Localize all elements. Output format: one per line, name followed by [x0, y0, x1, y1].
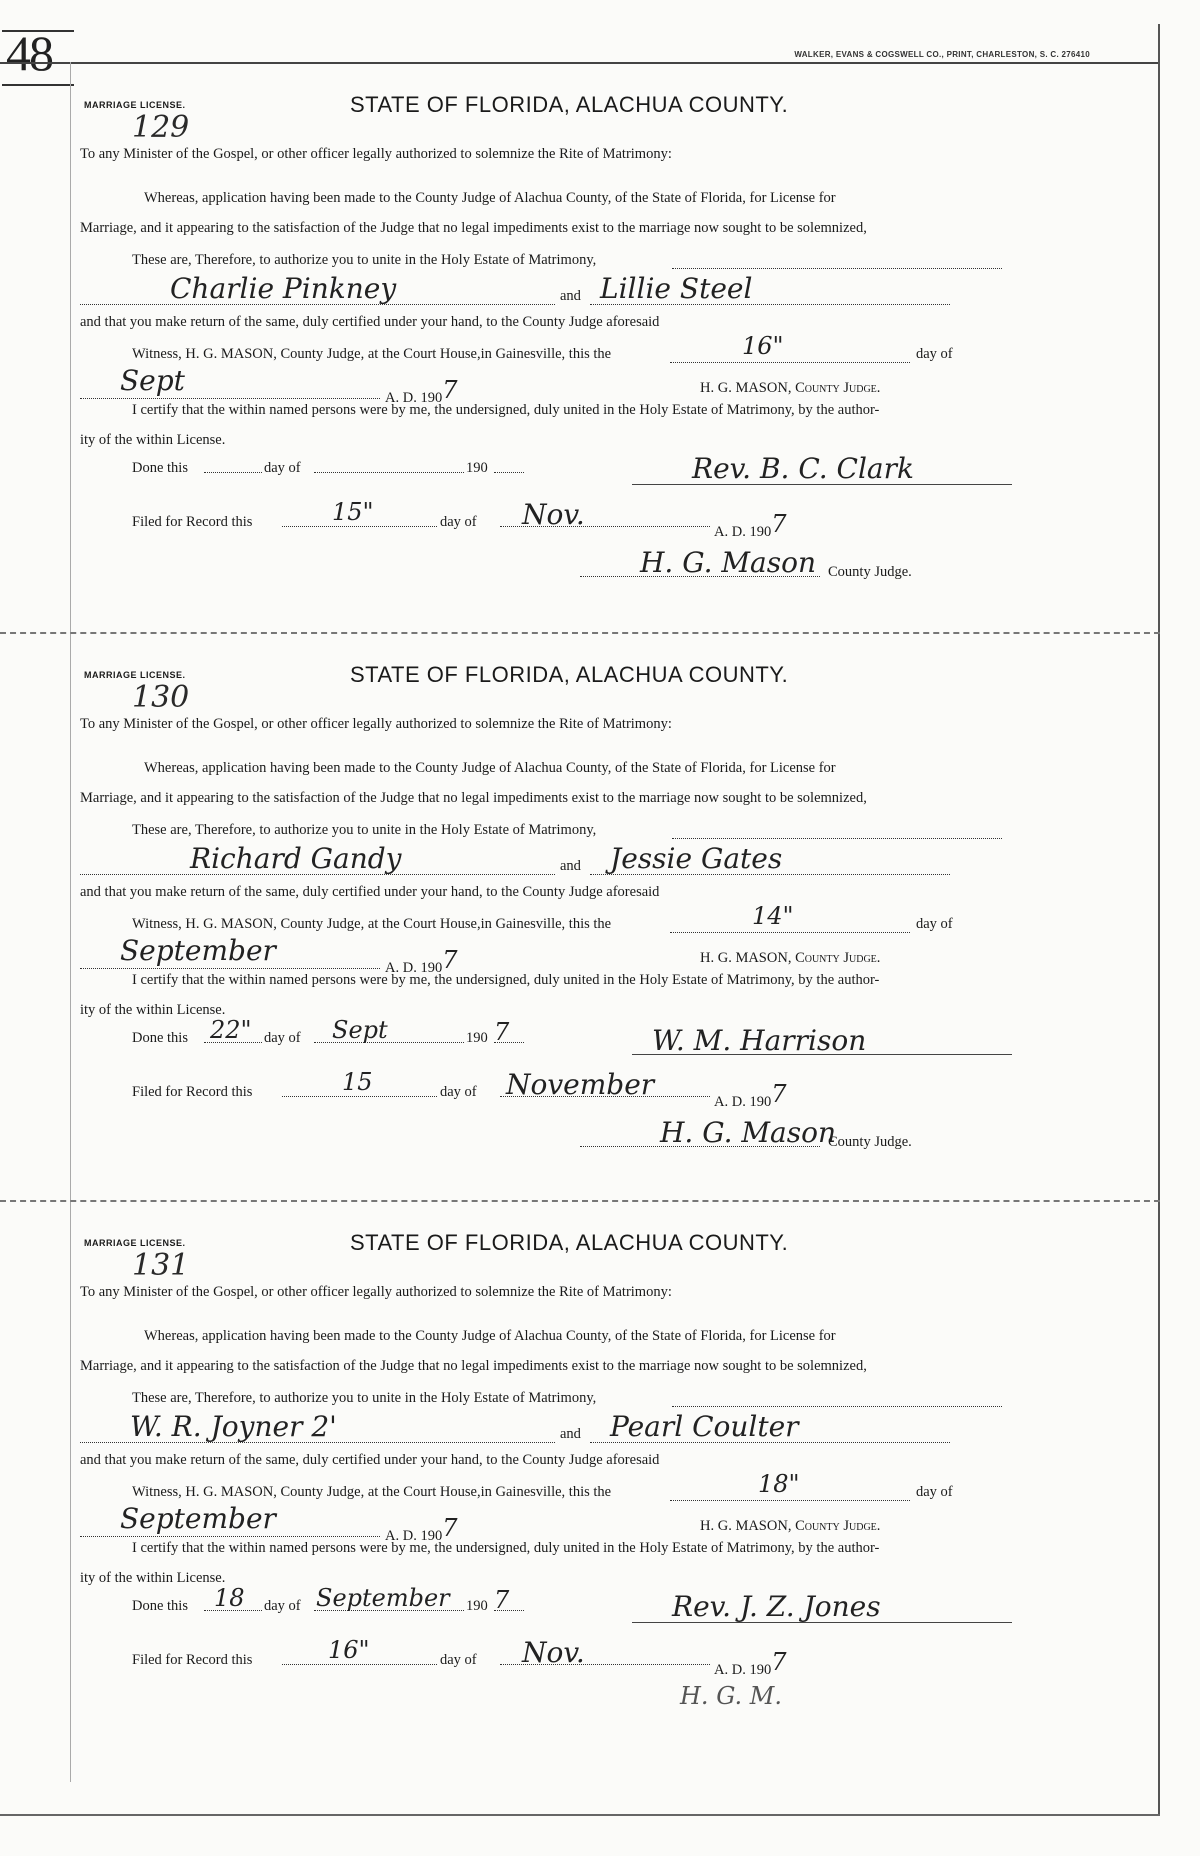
- authorization-text: These are, Therefore, to authorize you to unite in the Holy Estate of Matrimony,: [132, 822, 597, 838]
- ad2-text: [714, 1648, 787, 1680]
- done-this-text: Done this: [132, 460, 188, 476]
- fill-line: [670, 920, 910, 933]
- done-line: [132, 452, 1012, 500]
- witness-day: 16": [742, 332, 784, 360]
- day-of-lc: day of: [264, 460, 301, 476]
- fill-line: [80, 968, 380, 969]
- officiant-signature: Rev. B. C. Clark: [692, 452, 914, 485]
- month-line: [80, 1502, 1060, 1544]
- marriage-clause: Marriage, and it appearing to the satisfaction of the Judge that no legal impediments exist to the marriage now sought to be solemnized,: [80, 1358, 867, 1374]
- groom-name: Charlie Pinkney: [170, 272, 397, 305]
- fill-line: [500, 526, 710, 527]
- groom-name: Richard Gandy: [190, 842, 402, 875]
- bottom-rule: [0, 1814, 1160, 1816]
- certify-clause: I certify that the within named persons were by me, the undersigned, duly united in the Holy Estate of Matrimony, by the author-: [132, 1540, 880, 1556]
- done-this-text: Done this: [132, 1030, 188, 1046]
- county-judge-text: County Judge.: [828, 1134, 912, 1150]
- judge-line: [80, 1684, 1100, 1728]
- year-190: 190: [466, 460, 488, 476]
- certify-clause: I certify that the within named persons were by me, the undersigned, duly united in the Holy Estate of Matrimony, by the author-: [132, 402, 880, 418]
- fill-line: [590, 874, 950, 875]
- authority-clause: ity of the within License.: [80, 432, 226, 448]
- fill-line: [494, 472, 524, 473]
- day-of-lc: day of: [440, 514, 477, 530]
- witness-text: Witness, H. G. MASON, County Judge, at the Court House,in Gainesville, this the: [132, 916, 612, 932]
- and-text: and: [560, 288, 581, 304]
- license-label: MARRIAGE LICENSE.: [84, 1238, 186, 1248]
- and-text: and: [560, 1426, 581, 1442]
- year-190: 190: [466, 1030, 488, 1046]
- fill-line: [580, 1146, 820, 1147]
- authorization-clause: [132, 822, 596, 839]
- authorization-text: These are, Therefore, to authorize you to unite in the Holy Estate of Matrimony,: [132, 252, 597, 268]
- done-day: 18: [214, 1584, 245, 1612]
- witness-month: September: [120, 1502, 276, 1535]
- marriage-clause: Marriage, and it appearing to the satisfaction of the Judge that no legal impediments exist to the marriage now sought to be solemnized,: [80, 790, 867, 806]
- left-margin-rule: [70, 62, 71, 1782]
- authorization-clause: [132, 252, 596, 269]
- fill-line: [672, 1394, 1002, 1407]
- license-number: 130: [132, 680, 190, 715]
- fill-line: [282, 1664, 437, 1665]
- ad-label: A. D. 190: [385, 960, 443, 976]
- right-margin-rule: [1158, 24, 1160, 1814]
- witness-year: 7: [442, 1514, 458, 1542]
- witness-line: [132, 902, 953, 933]
- fill-line: [672, 826, 1002, 839]
- fill-line: [80, 398, 380, 399]
- fill-line: [204, 1610, 262, 1611]
- printer-imprint: WALKER, EVANS & COGSWELL CO., PRINT, CHARLESTON, S. C. 276410: [794, 50, 1090, 59]
- witness-year: 7: [442, 376, 458, 404]
- judge-signature: H. G. MASON, County Judge.: [700, 950, 881, 966]
- filed-text: Filed for Record this: [132, 1652, 253, 1668]
- day-of-lc: day of: [264, 1598, 301, 1614]
- fill-line: [314, 472, 464, 473]
- license-label: MARRIAGE LICENSE.: [84, 100, 186, 110]
- salutation: To any Minister of the Gospel, or other officer legally authorized to solemnize the Rite of Matrimony:: [80, 1284, 672, 1300]
- whereas-clause: Whereas, application having been made to the County Judge of Alachua County, of the State of Florida, for License for: [144, 760, 836, 776]
- names-row: [80, 1410, 1060, 1454]
- fill-line: [282, 526, 437, 527]
- fill-line: [282, 1096, 437, 1097]
- day-of-text: day of: [916, 916, 953, 932]
- license-title: STATE OF FLORIDA, ALACHUA COUNTY.: [350, 662, 789, 687]
- officiant-signature: Rev. J. Z. Jones: [672, 1590, 881, 1623]
- witness-line: [132, 332, 953, 363]
- done-line: [132, 1584, 1012, 1638]
- witness-month: Sept: [120, 364, 185, 397]
- whereas-clause: Whereas, application having been made to the County Judge of Alachua County, of the State of Florida, for License for: [144, 1328, 836, 1344]
- salutation: To any Minister of the Gospel, or other officer legally authorized to solemnize the Rite of Matrimony:: [80, 716, 672, 732]
- fill-line: [590, 304, 950, 305]
- done-year: 7: [494, 1586, 510, 1614]
- filed-year: 7: [771, 1080, 787, 1108]
- license-title: STATE OF FLORIDA, ALACHUA COUNTY.: [350, 92, 789, 117]
- judge-signature: H. G. MASON, County Judge.: [700, 1518, 881, 1534]
- day-of-lc: day of: [440, 1652, 477, 1668]
- fill-line: [500, 1096, 710, 1097]
- marriage-license-131: [80, 1218, 1100, 1774]
- witness-month: September: [120, 934, 276, 967]
- done-this-text: Done this: [132, 1598, 188, 1614]
- ad-label: A. D. 190: [385, 390, 443, 406]
- filed-by-signature: H. G. Mason: [660, 1116, 837, 1149]
- fill-line: [80, 1536, 380, 1537]
- month-line: [80, 934, 1060, 976]
- ad2-label: A. D. 190: [714, 524, 772, 540]
- fill-line: [500, 1664, 710, 1665]
- witness-day: 14": [752, 902, 794, 930]
- fill-line: [580, 576, 820, 577]
- filed-month: Nov.: [522, 1636, 585, 1669]
- fill-line: [494, 1610, 524, 1611]
- bride-name: Lillie Steel: [600, 272, 753, 305]
- marriage-license-129: [80, 80, 1100, 636]
- ad2-label: A. D. 190: [714, 1094, 772, 1110]
- page-number: 48: [6, 25, 52, 81]
- witness-text: Witness, H. G. MASON, County Judge, at the Court House,in Gainesville, this the: [132, 1484, 612, 1500]
- fill-line: [670, 1488, 910, 1501]
- done-month: Sept: [332, 1016, 388, 1044]
- bride-name: Jessie Gates: [610, 842, 783, 875]
- bride-name: Pearl Coulter: [610, 1410, 799, 1443]
- fill-line: [314, 1610, 464, 1611]
- ad2-text: [714, 510, 787, 542]
- fill-line: [670, 350, 910, 363]
- judge-line: [80, 546, 1100, 590]
- fill-line: [672, 256, 1002, 269]
- done-month: September: [316, 1584, 450, 1612]
- done-day: 22": [210, 1016, 252, 1044]
- return-clause: and that you make return of the same, duly certified under your hand, to the County Judge aforesaid: [80, 314, 660, 330]
- fill-line: [494, 1042, 524, 1043]
- and-text: and: [560, 858, 581, 874]
- license-label: MARRIAGE LICENSE.: [84, 670, 186, 680]
- witness-year: 7: [442, 946, 458, 974]
- filed-text: Filed for Record this: [132, 1084, 253, 1100]
- county-judge-text: County Judge.: [828, 564, 912, 580]
- witness-text: Witness, H. G. MASON, County Judge, at the Court House,in Gainesville, this the: [132, 346, 612, 362]
- done-line: [132, 1016, 1012, 1070]
- day-of-lc: day of: [440, 1084, 477, 1100]
- names-row: [80, 272, 1060, 316]
- fill-line: [204, 472, 262, 473]
- fill-line: [314, 1042, 464, 1043]
- fill-line: [80, 874, 555, 875]
- names-row: [80, 842, 1060, 886]
- judge-signature: H. G. MASON, County Judge.: [700, 380, 881, 396]
- whereas-clause: Whereas, application having been made to the County Judge of Alachua County, of the State of Florida, for License for: [144, 190, 836, 206]
- month-line: [80, 364, 1060, 406]
- authority-clause: ity of the within License.: [80, 1002, 226, 1018]
- fill-line: [80, 1442, 555, 1443]
- license-number: 129: [132, 110, 190, 145]
- certify-clause: I certify that the within named persons were by me, the undersigned, duly united in the Holy Estate of Matrimony, by the author-: [132, 972, 880, 988]
- license-title: STATE OF FLORIDA, ALACHUA COUNTY.: [350, 1230, 789, 1255]
- fill-line: [204, 1042, 262, 1043]
- authorization-clause: [132, 1390, 596, 1407]
- fill-line: [80, 304, 555, 305]
- day-of-text: day of: [916, 1484, 953, 1500]
- filed-month: Nov.: [522, 498, 585, 531]
- signature-line: [632, 484, 1012, 485]
- filed-by-signature: H. G. Mason: [640, 546, 817, 579]
- authority-clause: ity of the within License.: [80, 1570, 226, 1586]
- year-190: 190: [466, 1598, 488, 1614]
- filed-day: 15": [332, 498, 374, 526]
- filed-day: 16": [328, 1636, 370, 1664]
- signature-line: [632, 1622, 1012, 1623]
- filed-year: 7: [771, 510, 787, 538]
- officiant-signature: W. M. Harrison: [652, 1024, 867, 1057]
- done-year: 7: [494, 1018, 510, 1046]
- marriage-license-130: [80, 650, 1100, 1206]
- witness-day: 18": [758, 1470, 800, 1498]
- day-of-lc: day of: [264, 1030, 301, 1046]
- fill-line: [590, 1442, 950, 1443]
- return-clause: and that you make return of the same, duly certified under your hand, to the County Judge aforesaid: [80, 884, 660, 900]
- salutation: To any Minister of the Gospel, or other officer legally authorized to solemnize the Rite of Matrimony:: [80, 146, 672, 162]
- authorization-text: These are, Therefore, to authorize you to unite in the Holy Estate of Matrimony,: [132, 1390, 597, 1406]
- filed-year: 7: [771, 1648, 787, 1676]
- license-number: 131: [132, 1248, 190, 1283]
- filed-day: 15: [342, 1068, 373, 1096]
- ad2-label: A. D. 190: [714, 1662, 772, 1678]
- filed-by-signature: H. G. M.: [680, 1682, 782, 1710]
- judge-line: [80, 1116, 1100, 1160]
- return-clause: and that you make return of the same, duly certified under your hand, to the County Judge aforesaid: [80, 1452, 660, 1468]
- witness-line: [132, 1470, 953, 1501]
- filed-month: November: [506, 1068, 655, 1101]
- groom-name: W. R. Joyner 2': [130, 1410, 337, 1443]
- signature-line: [632, 1054, 1012, 1055]
- filed-text: Filed for Record this: [132, 514, 253, 530]
- top-rule: [0, 62, 1160, 64]
- ad-label: A. D. 190: [385, 1528, 443, 1544]
- ad2-text: [714, 1080, 787, 1112]
- day-of-text: day of: [916, 346, 953, 362]
- marriage-clause: Marriage, and it appearing to the satisfaction of the Judge that no legal impediments exist to the marriage now sought to be solemnized,: [80, 220, 867, 236]
